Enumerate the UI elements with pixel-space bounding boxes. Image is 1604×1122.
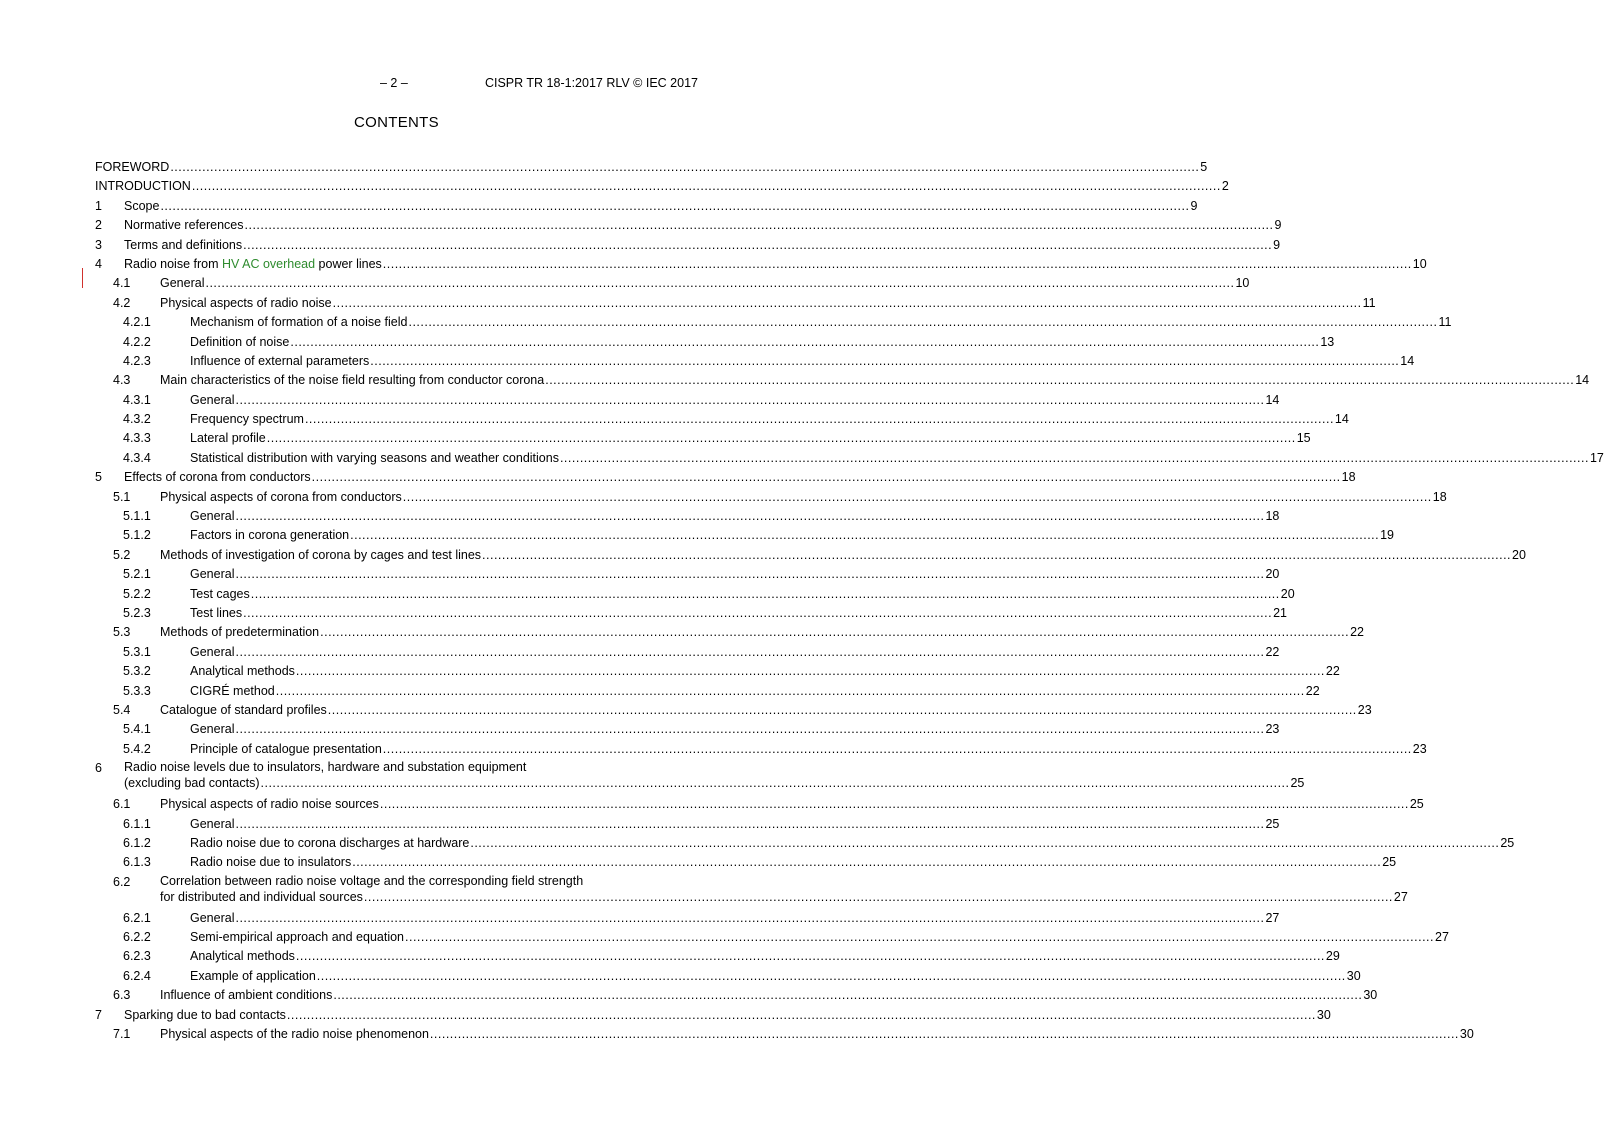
toc-entry-page: 23	[1265, 722, 1280, 737]
toc-dot-leader	[408, 313, 1437, 332]
toc-dot-leader	[545, 371, 1574, 390]
toc-entry-title: Analytical methods	[190, 664, 295, 679]
toc-entry-number: 6	[95, 761, 102, 776]
toc-entry[interactable]	[95, 947, 1340, 966]
toc-entry-number: 5.1.1	[123, 509, 151, 524]
toc-entry-number: 6.1.2	[123, 835, 151, 850]
toc-entry-page: 14	[1334, 412, 1349, 427]
toc-entry[interactable]	[95, 1025, 1474, 1044]
toc-entry-number: 4	[95, 256, 102, 271]
toc-entry-title: for distributed and individual sources	[160, 889, 363, 904]
toc-dot-leader	[405, 928, 1434, 947]
toc-entry-title: Radio noise due to corona discharges at hardware	[190, 835, 470, 850]
toc-entry-number: 4.3.3	[123, 431, 151, 446]
toc-entry-page: 27	[1393, 889, 1408, 904]
toc-entry-title: Example of application	[190, 968, 316, 983]
toc-entry-title: General	[190, 567, 235, 582]
toc-entry-title: Radio noise due to insulators	[190, 855, 352, 870]
toc-entry[interactable]	[95, 928, 1449, 947]
toc-entry[interactable]	[95, 740, 1427, 759]
table-of-contents	[95, 158, 1604, 1044]
toc-entry-number: 5.3.3	[123, 683, 151, 698]
toc-dot-leader	[370, 352, 1399, 371]
toc-entry-page: 11	[1362, 295, 1376, 310]
toc-entry-page: 25	[1500, 835, 1515, 850]
toc-entry-page: 9	[1273, 237, 1281, 252]
toc-entry-title: Influence of ambient conditions	[160, 988, 333, 1003]
toc-entry-title: Test cages	[190, 586, 250, 601]
toc-entry[interactable]	[95, 177, 1229, 196]
toc-entry[interactable]	[95, 834, 1515, 853]
toc-entry[interactable]	[95, 873, 1408, 909]
toc-entry[interactable]	[95, 468, 1356, 487]
toc-entry-title: Definition of noise	[190, 334, 290, 349]
toc-dot-leader	[205, 274, 1234, 293]
toc-entry-title: Factors in corona generation	[190, 528, 350, 543]
toc-entry[interactable]	[95, 759, 1305, 795]
toc-dot-leader	[235, 815, 1264, 834]
toc-entry-number: 6.1.1	[123, 816, 151, 831]
toc-entry-title: General	[190, 910, 235, 925]
toc-entry-title: Statistical distribution with varying seasons and weather conditions	[190, 450, 559, 465]
toc-entry[interactable]	[95, 274, 1250, 293]
toc-entry-page: 30	[1346, 968, 1361, 983]
toc-dot-leader	[350, 526, 1379, 545]
toc-entry-page: 18	[1341, 470, 1356, 485]
toc-entry[interactable]	[95, 967, 1361, 986]
toc-entry-page: 29	[1325, 949, 1340, 964]
toc-dot-leader	[160, 197, 1189, 216]
toc-entry[interactable]	[95, 158, 1208, 177]
toc-dot-leader	[305, 410, 1334, 429]
toc-entry-number: 6.1	[113, 797, 131, 812]
toc-entry-number: 5.2.1	[123, 567, 151, 582]
toc-entry-page: 15	[1296, 431, 1311, 446]
page-header	[0, 76, 793, 92]
toc-entry-title: Physical aspects of the radio noise phenomenon	[160, 1027, 429, 1042]
toc-entry-number: 5.4.1	[123, 722, 151, 737]
toc-dot-leader	[276, 682, 1305, 701]
toc-entry-number: 5.1	[113, 489, 131, 504]
page-number: – 2 –	[380, 76, 408, 90]
toc-entry-title-part: power lines	[315, 256, 382, 271]
toc-entry[interactable]	[95, 853, 1397, 872]
toc-entry-page: 11	[1438, 315, 1452, 330]
toc-entry-page: 20	[1280, 586, 1295, 601]
toc-entry-number: 5.3.2	[123, 664, 151, 679]
toc-entry-page: 9	[1190, 198, 1198, 213]
toc-entry-page: 20	[1265, 567, 1280, 582]
toc-entry-page: 14	[1400, 353, 1415, 368]
toc-entry-number: 6.1.3	[123, 855, 151, 870]
toc-entry-title: Frequency spectrum	[190, 412, 304, 427]
toc-entry-number: 2	[95, 218, 102, 233]
toc-entry-title: Methods of predetermination	[160, 625, 320, 640]
toc-dot-leader	[235, 391, 1264, 410]
toc-entry-number: 5.3.1	[123, 644, 151, 659]
toc-dot-leader	[245, 216, 1274, 235]
toc-dot-leader	[383, 255, 1412, 274]
toc-entry-number: 6.2.2	[123, 930, 151, 945]
toc-dot-leader	[290, 333, 1319, 352]
toc-entry-title: Semi-empirical approach and equation	[190, 930, 405, 945]
toc-entry-page: 14	[1265, 392, 1280, 407]
toc-dot-leader	[560, 449, 1589, 468]
toc-entry[interactable]	[95, 526, 1395, 545]
contents-title: CONTENTS	[354, 114, 439, 131]
toc-dot-leader	[312, 468, 1341, 487]
document-reference: CISPR TR 18-1:2017 RLV © IEC 2017	[484, 76, 698, 90]
toc-entry-title: General	[190, 392, 235, 407]
toc-dot-leader	[317, 967, 1346, 986]
toc-dot-leader	[380, 795, 1409, 814]
toc-entry-number: 4.2.3	[123, 353, 151, 368]
toc-entry-title: Effects of corona from conductors	[124, 470, 311, 485]
toc-entry[interactable]	[95, 197, 1198, 216]
toc-entry[interactable]	[95, 333, 1335, 352]
toc-entry-title: FOREWORD	[95, 160, 170, 174]
toc-entry-page: 27	[1435, 930, 1449, 945]
toc-entry-title: Physical aspects of radio noise sources	[160, 797, 379, 812]
toc-entry-title-line1: Radio noise levels due to insulators, hardware and substation equipment	[124, 760, 527, 775]
toc-dot-leader	[470, 834, 1499, 853]
toc-dot-leader	[235, 507, 1264, 526]
toc-entry[interactable]	[95, 429, 1311, 448]
toc-entry-number: 5.4	[113, 702, 131, 717]
toc-entry-number: 5.2.3	[123, 605, 151, 620]
toc-entry[interactable]	[95, 313, 1452, 332]
toc-entry-page: 22	[1265, 644, 1280, 659]
toc-entry-title: General	[190, 722, 235, 737]
toc-dot-leader	[383, 740, 1412, 759]
toc-entry-title-part: Radio noise from	[124, 256, 222, 271]
toc-dot-leader	[235, 909, 1264, 928]
toc-entry[interactable]	[95, 236, 1281, 255]
toc-entry-page: 25	[1409, 797, 1424, 812]
toc-entry-number: 4.3.4	[123, 450, 151, 465]
toc-entry-number: 6.2.3	[123, 949, 151, 964]
toc-dot-leader	[364, 889, 1393, 905]
toc-entry[interactable]	[95, 488, 1447, 507]
toc-entry[interactable]	[95, 1006, 1331, 1025]
toc-entry-number: 6.3	[113, 988, 131, 1003]
toc-entry-number: 6.2.4	[123, 968, 151, 983]
toc-entry[interactable]	[95, 701, 1372, 720]
toc-entry-title: Methods of investigation of corona by cages and test lines	[160, 547, 482, 562]
toc-entry-page: 10	[1412, 256, 1427, 271]
toc-entry-page: 10	[1235, 276, 1250, 291]
toc-entry-page: 25	[1265, 816, 1280, 831]
toc-entry-title: Influence of external parameters	[190, 353, 370, 368]
toc-dot-leader	[235, 643, 1264, 662]
toc-entry-title: Lateral profile	[190, 431, 266, 446]
toc-entry-title: Physical aspects of radio noise	[160, 295, 332, 310]
toc-entry-page: 5	[1200, 160, 1208, 174]
toc-entry[interactable]	[95, 623, 1365, 642]
toc-entry-title: Normative references	[124, 218, 244, 233]
toc-entry[interactable]	[95, 507, 1280, 526]
toc-dot-leader	[352, 853, 1381, 872]
toc-entry-page: 23	[1357, 702, 1372, 717]
toc-entry-page: 30	[1316, 1007, 1331, 1022]
toc-dot-leader	[320, 623, 1349, 642]
toc-entry-title: Principle of catalogue presentation	[190, 741, 382, 756]
toc-entry-page: 19	[1380, 528, 1395, 543]
toc-entry-page: 30	[1459, 1027, 1474, 1042]
toc-entry-page: 21	[1273, 605, 1287, 620]
toc-entry[interactable]	[95, 720, 1280, 739]
toc-entry-page: 20	[1512, 547, 1526, 562]
toc-entry-page: 14	[1575, 373, 1590, 388]
toc-dot-leader	[482, 546, 1511, 565]
toc-dot-leader	[261, 775, 1290, 791]
toc-entry-title: (excluding bad contacts)	[124, 776, 260, 791]
toc-entry[interactable]	[95, 662, 1340, 681]
toc-entry-page: 17	[1589, 450, 1604, 465]
toc-dot-leader	[251, 585, 1280, 604]
toc-dot-leader	[243, 604, 1272, 623]
toc-entry-page: 25	[1382, 855, 1397, 870]
toc-entry-title: Test lines	[190, 605, 243, 620]
toc-entry-page: 13	[1320, 334, 1335, 349]
toc-entry-title: Physical aspects of corona from conductors	[160, 489, 402, 504]
toc-entry-page: 22	[1350, 625, 1365, 640]
toc-entry-title-highlight: HV AC overhead	[221, 256, 316, 271]
toc-entry-title	[124, 255, 382, 274]
toc-entry[interactable]	[95, 294, 1376, 313]
toc-entry[interactable]	[95, 449, 1604, 468]
toc-entry-page: 22	[1325, 664, 1340, 679]
toc-entry-page: 25	[1290, 776, 1305, 791]
toc-entry-number: 5.1.2	[123, 528, 151, 543]
toc-entry[interactable]	[95, 682, 1320, 701]
toc-entry[interactable]	[95, 371, 1590, 390]
toc-dot-leader	[403, 488, 1432, 507]
toc-entry-title: Analytical methods	[190, 949, 295, 964]
toc-entry-title: General	[190, 816, 235, 831]
toc-entry-page: 23	[1412, 741, 1427, 756]
toc-entry[interactable]	[95, 255, 1427, 274]
toc-entry[interactable]	[95, 795, 1424, 814]
toc-entry-number: 5.2	[113, 547, 131, 562]
toc-entry-title: Mechanism of formation of a noise field	[190, 315, 408, 330]
toc-entry-number: 4.1	[113, 276, 131, 291]
toc-entry-page: 22	[1305, 683, 1320, 698]
toc-entry-page: 9	[1274, 218, 1282, 233]
toc-entry-number: 6.2	[113, 874, 131, 889]
toc-entry-title: Catalogue of standard profiles	[160, 702, 327, 717]
toc-entry[interactable]	[95, 643, 1280, 662]
toc-entry-number: 4.3	[113, 373, 131, 388]
toc-dot-leader	[287, 1006, 1316, 1025]
toc-entry-title-line1: Correlation between radio noise voltage and the corresponding field strength	[160, 873, 584, 888]
toc-entry-title: General	[160, 276, 205, 291]
toc-entry[interactable]	[95, 909, 1280, 928]
toc-entry-page: 18	[1265, 509, 1280, 524]
change-bar	[82, 268, 83, 288]
toc-entry[interactable]	[95, 986, 1378, 1005]
toc-entry-number: 4.2.1	[123, 315, 151, 330]
toc-entry-title: Scope	[124, 198, 160, 213]
toc-entry-number: 4.2	[113, 295, 131, 310]
toc-entry-page: 2	[1221, 179, 1229, 194]
toc-dot-leader	[192, 177, 1221, 196]
toc-entry-title: Terms and definitions	[124, 237, 243, 252]
toc-entry-number: 1	[95, 198, 102, 213]
toc-entry[interactable]	[95, 216, 1282, 235]
toc-entry-title: CIGRÉ method	[190, 683, 275, 698]
toc-entry-number: 4.3.1	[123, 392, 151, 407]
toc-entry-title: Main characteristics of the noise field resulting from conductor corona	[160, 373, 545, 388]
toc-entry-number: 5.4.2	[123, 741, 151, 756]
toc-entry-number: 7	[95, 1007, 102, 1022]
toc-dot-leader	[333, 294, 1362, 313]
toc-dot-leader	[333, 986, 1362, 1005]
toc-dot-leader	[328, 701, 1357, 720]
toc-dot-leader	[243, 236, 1272, 255]
toc-entry-number: 4.3.2	[123, 412, 151, 427]
toc-entry[interactable]	[95, 585, 1295, 604]
toc-entry[interactable]	[95, 391, 1280, 410]
toc-entry-title: INTRODUCTION	[95, 179, 191, 194]
toc-dot-leader	[267, 429, 1296, 448]
toc-entry-page: 27	[1265, 910, 1280, 925]
toc-entry-title: Sparking due to bad contacts	[124, 1007, 286, 1022]
toc-entry[interactable]	[95, 546, 1526, 565]
toc-entry-page: 30	[1363, 988, 1378, 1003]
toc-entry-title: General	[190, 509, 235, 524]
toc-dot-leader	[235, 720, 1264, 739]
toc-entry[interactable]	[95, 604, 1287, 623]
toc-entry-title: General	[190, 644, 235, 659]
toc-entry-number: 6.2.1	[123, 910, 151, 925]
toc-dot-leader	[430, 1025, 1459, 1044]
toc-dot-leader	[170, 158, 1199, 177]
toc-dot-leader	[235, 565, 1264, 584]
toc-dot-leader	[296, 662, 1325, 681]
toc-entry-page: 18	[1432, 489, 1447, 504]
toc-dot-leader	[296, 947, 1325, 966]
toc-entry-number: 3	[95, 237, 102, 252]
toc-entry-number: 7.1	[113, 1027, 131, 1042]
toc-entry-number: 4.2.2	[123, 334, 151, 349]
toc-entry-number: 5.3	[113, 625, 131, 640]
toc-entry[interactable]	[95, 352, 1415, 371]
toc-entry[interactable]	[95, 815, 1280, 834]
toc-entry-number: 5	[95, 470, 102, 485]
toc-entry[interactable]	[95, 565, 1280, 584]
toc-entry[interactable]	[95, 410, 1349, 429]
toc-entry-number: 5.2.2	[123, 586, 151, 601]
